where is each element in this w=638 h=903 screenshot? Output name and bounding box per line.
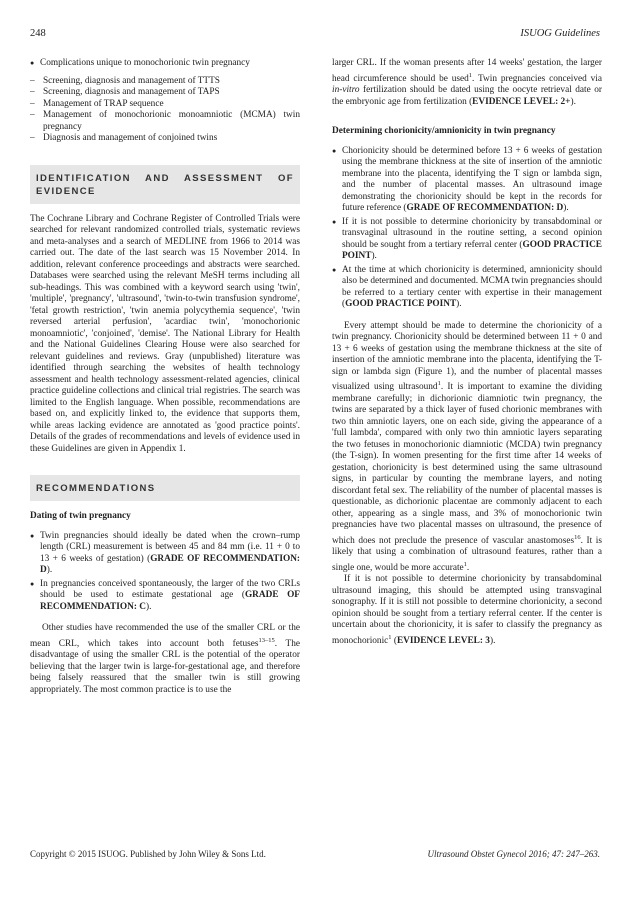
grade-label: GRADE OF RECOMMENDATION: D xyxy=(40,553,300,575)
list-item: ● Twin pregnancies should ideally be dated when the crown–rump length (CRL) measurement is between 45 and 84 mm (i.e. 11 + 0 to 13 + 6 weeks of gestation) (GRADE OF RECOMMENDATION: D). xyxy=(30,531,300,577)
running-header: ISUOG Guidelines xyxy=(520,28,600,39)
chorionicity-paragraph-1: Every attempt should be made to determine the chorionicity of a twin pregnancy. Chorionicity should be determined between 11 + 0 and 13 + 6 weeks of gestation using the membrane thickness at the site of insertion of the amniotic membrane into the placenta, identifying the T-sign or lambda sign (Figure 1), and the number of placental masses visualized using ultrasound$^1$. It is important to examine the dividing membrane carefully; in dichorionic diamniotic twin pregnancy, the twins are separated by a thick layer of fused chorionic membranes with two thin amniotic layers, one on each side, giving the appearance of a 'full lambda', compared with only two thin amniotic layers separating the two fetuses in monochorionic diamniotic (MCDA) twin pregnancy (the T-sign). In women presenting for the first time after 14 weeks of gestation, chorionicity is best determined using the same ultrasound signs, in particular by counting the membrane layers, and noting discordant fetal sex. The reliability of the number of placental masses is questionable, as dichorionic placentae are commonly adjacent to each other, appearing as a single mass, and 3% of monochorionic twin pregnancies have two placental masses on ultrasound, the presence of which does not preclude the presence of vascular anastomoses$^{16}$. It is likely that using a combination of ultrasound features, rather than a single one, would be more accurate$^1$. xyxy=(332,320,602,573)
citation-ref: 1 xyxy=(437,380,441,388)
right-column xyxy=(332,58,602,647)
grade-label: GRADE OF RECOMMENDATION: D xyxy=(406,203,564,214)
citation-ref: 16 xyxy=(574,533,581,541)
section-heading-identification: IDENTIFICATION AND ASSESSMENT OF EVIDENCE xyxy=(30,165,300,204)
grade-label: GOOD PRACTICE POINT xyxy=(342,239,602,262)
dating-paragraph: Other studies have recommended the use of the smaller CRL or the mean CRL, which takes into account both fetuses$^{13-15}$. The disadvantage of using the smaller CRL is the potential of the operator believing that the larger twin is large-for-gestational age, and therefore being falsely reassured that the smaller twin is still growing appropriately. The most common practice is to use the xyxy=(30,623,300,695)
citation-ref: 1 xyxy=(463,560,467,568)
intro-bullet-list xyxy=(30,58,300,145)
list-item: – Management of TRAP sequence xyxy=(30,99,300,111)
citation-ref: 1 xyxy=(468,71,472,79)
list-item: – Screening, diagnosis and management of TAPS xyxy=(30,87,300,99)
grade-label: GRADE OF RECOMMENDATION: C xyxy=(40,590,300,612)
dating-bullet-list xyxy=(30,531,300,614)
section-heading-recommendations: RECOMMENDATIONS xyxy=(30,475,300,501)
list-item: ● Complications unique to monochorionic twin pregnancy – Screening, diagnosis and management of TTTS – Screening, diagnosis and management of TAPS – Management of TRAP sequence – Management of monochorionic monoamniotic (MCMA) twin pregnancy – Diagnosis and management of conjoined twins xyxy=(30,58,300,145)
identification-paragraph: The Cochrane Library and Cochrane Register of Controlled Trials were searched for relevant randomized controlled trials, systematic reviews and meta-analyses and a search of MEDLINE from 1966 to 2014 was carried out. The date of the last search was 15 November 2014. In addition, relevant conference proceedings and abstracts were searched. Databases were searched using the relevant MeSH terms including all sub-headings. This was combined with a keyword search using 'twin', 'multiple', 'pregnancy', 'ultrasound', 'twin-to-twin transfusion syndrome', 'fetal growth restriction', 'twin anemia polycythemia sequence', 'twin reversed arterial perfusion', 'acardiac twin', 'monochorionic monoamniotic', 'conjoined', 'demise'. The National Library for Health and the National Guidelines Clearing House were also searched for relevant guidelines and reviews. Gray (unpublished) literature was identified through searching the websites of health technology assessment and health technology assessment-related agencies, clinical practice guideline collections and clinical trial registries. The search was limited to the English language. When possible, recommendations are based on, and explicitly linked to, the evidence that supports them, while areas lacking evidence are annotated as 'good practice points'. Details of the grades of recommendations and levels of evidence used in these Guidelines are given in Appendix 1. xyxy=(30,213,300,454)
left-column xyxy=(30,58,300,696)
list-item: ● At the time at which chorionicity is determined, amnionicity should also be determined and documented. MCMA twin pregnancies should be referred to a tertiary center with expertise in their management (GOOD PRACTICE POINT). xyxy=(332,265,602,311)
list-item: – Screening, diagnosis and management of TTTS xyxy=(30,76,300,88)
chorionicity-paragraph-2: If it is not possible to determine chorionicity by transabdominal ultrasound imaging, this should be attempted using transvaginal sonography. If it is still not possible to determine chorionicity, a second opinion should be sought from a tertiary referral center. If the center is uncertain about the chorionicity, it is safer to classify the pregnancy as monochorionic$^1$ (EVIDENCE LEVEL: 3). xyxy=(332,574,602,646)
citation-ref: 1 xyxy=(388,633,392,641)
list-item: – Management of monochorionic monoamniotic (MCMA) twin pregnancy xyxy=(30,110,300,133)
page-number: 248 xyxy=(30,28,46,39)
evidence-label: EVIDENCE LEVEL: 2+ xyxy=(472,96,571,107)
citation-ref: 13–15 xyxy=(258,636,275,644)
subheading-dating: Dating of twin pregnancy xyxy=(30,511,131,521)
chorionicity-bullet-list xyxy=(332,146,602,311)
list-item: ● Chorionicity should be determined before 13 + 6 weeks of gestation using the membrane thickness at the site of insertion of the amniotic membrane into the placenta, identifying the T sign or lambda sign, and the number of placental masses. An ultrasound image demonstrating the chorionicity should be kept in the records for future reference (GRADE OF RECOMMENDATION: D). xyxy=(332,146,602,215)
intro-dash-list xyxy=(30,76,300,145)
continued-paragraph: larger CRL. If the woman presents after 14 weeks' gestation, the larger head circumference should be used$^1$. Twin pregnancies conceived via in-vitro fertilization should be dated using the oocyte retrieval date or the embryonic age from fertilization (EVIDENCE LEVEL: 2+). xyxy=(332,58,602,107)
citation-footer: Ultrasound Obstet Gynecol 2016; 47: 247–263. xyxy=(427,849,600,859)
list-item: ● If it is not possible to determine chorionicity by transabdominal or transvaginal ultrasound in the routine setting, a second opinion should be sought from a tertiary referral center (GOOD PRACTICE POINT). xyxy=(332,217,602,263)
list-item: – Diagnosis and management of conjoined twins xyxy=(30,133,300,145)
evidence-label: EVIDENCE LEVEL: 3 xyxy=(396,635,490,646)
copyright-footer: Copyright © 2015 ISUOG. Published by John Wiley & Sons Ltd. xyxy=(30,849,266,859)
list-item: ● In pregnancies conceived spontaneously, the larger of the two CRLs should be used to estimate gestational age (GRADE OF RECOMMENDATION: C). xyxy=(30,579,300,614)
grade-label: GOOD PRACTICE POINT xyxy=(345,299,457,310)
subheading-chorionicity: Determining chorionicity/amnionicity in twin pregnancy xyxy=(332,126,556,137)
